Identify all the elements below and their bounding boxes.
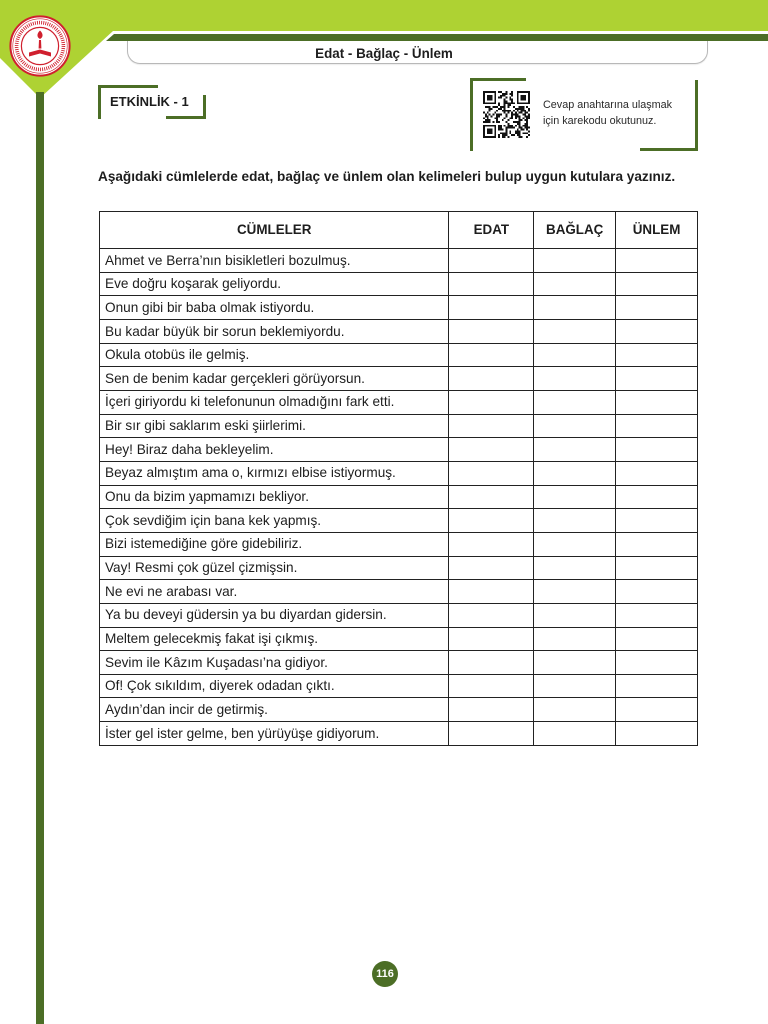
sentence-cell: İster gel ister gelme, ben yürüyüşe gidiyorum. [100, 722, 449, 746]
table-row [100, 319, 698, 343]
unlem-answer-cell [616, 343, 698, 367]
edat-answer-cell [449, 367, 534, 391]
table-row [100, 580, 698, 604]
unlem-answer-cell [616, 698, 698, 722]
table-row [100, 414, 698, 438]
table-row [100, 627, 698, 651]
table-row [100, 438, 698, 462]
edat-answer-cell [449, 249, 534, 273]
unlem-answer-cell [616, 509, 698, 533]
baglac-answer-cell [534, 272, 616, 296]
baglac-answer-cell [534, 698, 616, 722]
corner-bracket-right [695, 80, 698, 151]
unlem-answer-cell [616, 319, 698, 343]
unlem-answer-cell [616, 580, 698, 604]
baglac-answer-cell [534, 343, 616, 367]
baglac-answer-cell [534, 556, 616, 580]
edat-answer-cell [449, 722, 534, 746]
table-row [100, 272, 698, 296]
corner-bracket-top [98, 85, 158, 88]
table-row [100, 509, 698, 533]
table-row [100, 390, 698, 414]
edat-answer-cell [449, 319, 534, 343]
sentence-cell: Eve doğru koşarak geliyordu. [100, 272, 449, 296]
edat-answer-cell [449, 461, 534, 485]
edat-answer-cell [449, 414, 534, 438]
baglac-answer-cell [534, 532, 616, 556]
unlem-answer-cell [616, 556, 698, 580]
sentence-cell: Onu da bizim yapmamızı bekliyor. [100, 485, 449, 509]
edat-answer-cell [449, 509, 534, 533]
unlem-answer-cell [616, 674, 698, 698]
unlem-answer-cell [616, 367, 698, 391]
table-body [100, 249, 698, 746]
sentence-cell: Ahmet ve Berra’nın bisikletleri bozulmuş. [100, 249, 449, 273]
baglac-answer-cell [534, 249, 616, 273]
corner-bracket-left [98, 85, 101, 119]
corner-bracket-right [203, 95, 206, 119]
table-row [100, 603, 698, 627]
baglac-answer-cell [534, 414, 616, 438]
sentence-cell: Bir sır gibi saklarım eski şiirlerimi. [100, 414, 449, 438]
edat-answer-cell [449, 556, 534, 580]
edat-answer-cell [449, 485, 534, 509]
baglac-answer-cell [534, 485, 616, 509]
sentence-cell: Of! Çok sıkıldım, diyerek odadan çıktı. [100, 674, 449, 698]
baglac-answer-cell [534, 674, 616, 698]
baglac-answer-cell [534, 580, 616, 604]
edat-answer-cell [449, 272, 534, 296]
table-row [100, 556, 698, 580]
sentence-cell: Onun gibi bir baba olmak istiyordu. [100, 296, 449, 320]
column-header-edat: EDAT [449, 212, 534, 249]
answer-key-box [470, 78, 698, 151]
qr-code-modules [483, 91, 530, 138]
baglac-answer-cell [534, 367, 616, 391]
edat-answer-cell [449, 627, 534, 651]
unlem-answer-cell [616, 438, 698, 462]
unlem-answer-cell [616, 651, 698, 675]
sentence-cell: Bu kadar büyük bir sorun beklemiyordu. [100, 319, 449, 343]
edat-answer-cell [449, 674, 534, 698]
corner-bracket-bottom [640, 148, 698, 151]
sentence-cell: Ne evi ne arabası var. [100, 580, 449, 604]
edat-answer-cell [449, 698, 534, 722]
table-row [100, 485, 698, 509]
edat-answer-cell [449, 651, 534, 675]
table-row [100, 343, 698, 367]
unlem-answer-cell [616, 722, 698, 746]
sentence-cell: Ya bu deveyi güdersin ya bu diyardan gidersin. [100, 603, 449, 627]
edat-answer-cell [449, 390, 534, 414]
sentence-cell: Bizi istemediğine göre gidebiliriz. [100, 532, 449, 556]
activity-label-box [98, 85, 206, 119]
unlem-answer-cell [616, 296, 698, 320]
table-row [100, 698, 698, 722]
worksheet-table [99, 211, 698, 746]
corner-bracket-left [470, 78, 473, 151]
corner-bracket-bottom [166, 116, 206, 119]
page-number-badge: 116 [372, 961, 398, 987]
sentence-cell: Aydın’dan incir de getirmiş. [100, 698, 449, 722]
answer-key-text-line1: Cevap anahtarına ulaşmak [543, 99, 673, 111]
table-row [100, 249, 698, 273]
sentence-cell: Meltem gelecekmiş fakat işi çıkmış. [100, 627, 449, 651]
sentence-cell: Okula otobüs ile gelmiş. [100, 343, 449, 367]
unlem-answer-cell [616, 461, 698, 485]
edat-answer-cell [449, 603, 534, 627]
baglac-answer-cell [534, 296, 616, 320]
table-header [100, 212, 698, 249]
edat-answer-cell [449, 296, 534, 320]
unlem-answer-cell [616, 603, 698, 627]
unlem-answer-cell [616, 627, 698, 651]
table-header-row [100, 212, 698, 249]
table-row [100, 674, 698, 698]
baglac-answer-cell [534, 461, 616, 485]
unlem-answer-cell [616, 390, 698, 414]
dark-green-stripe [106, 34, 768, 41]
column-header-sentences: CÜMLELER [100, 212, 449, 249]
answer-key-text-line2: için karekodu okutunuz. [543, 115, 657, 127]
baglac-answer-cell [534, 509, 616, 533]
qr-code-icon [483, 91, 530, 138]
unlem-answer-cell [616, 485, 698, 509]
baglac-answer-cell [534, 319, 616, 343]
baglac-answer-cell [534, 627, 616, 651]
baglac-answer-cell [534, 603, 616, 627]
edat-answer-cell [449, 580, 534, 604]
sentence-cell: Sevim ile Kâzım Kuşadası’na gidiyor. [100, 651, 449, 675]
table-row [100, 651, 698, 675]
instruction-text: Aşağıdaki cümlelerde edat, bağlaç ve ünlem olan kelimeleri bulup uygun kutulara yazınız. [98, 169, 676, 184]
column-header-baglac: BAĞLAÇ [534, 212, 616, 249]
sentence-cell: Sen de benim kadar gerçekleri görüyorsun. [100, 367, 449, 391]
table-row [100, 461, 698, 485]
left-margin-bar [36, 92, 44, 1024]
unlem-answer-cell [616, 532, 698, 556]
sentence-cell: Beyaz almıştım ama o, kırmızı elbise istiyormuş. [100, 461, 449, 485]
table-row [100, 532, 698, 556]
table-row [100, 367, 698, 391]
table-row [100, 296, 698, 320]
unlem-answer-cell [616, 414, 698, 438]
column-header-unlem: ÜNLEM [616, 212, 698, 249]
sentence-cell: Çok sevdiğim için bana kek yapmış. [100, 509, 449, 533]
sentence-cell: Vay! Resmi çok güzel çizmişsin. [100, 556, 449, 580]
sentence-cell: İçeri giriyordu ki telefonunun olmadığını fark etti. [100, 390, 449, 414]
unlem-answer-cell [616, 249, 698, 273]
unlem-answer-cell [616, 272, 698, 296]
baglac-answer-cell [534, 390, 616, 414]
baglac-answer-cell [534, 722, 616, 746]
corner-bracket-top [470, 78, 526, 81]
baglac-answer-cell [534, 438, 616, 462]
edat-answer-cell [449, 438, 534, 462]
page-title: Edat - Bağlaç - Ünlem [315, 46, 453, 61]
edat-answer-cell [449, 343, 534, 367]
baglac-answer-cell [534, 651, 616, 675]
activity-label: ETKİNLİK - 1 [110, 94, 189, 109]
sentence-cell: Hey! Biraz daha bekleyelim. [100, 438, 449, 462]
edat-answer-cell [449, 532, 534, 556]
table-row [100, 722, 698, 746]
